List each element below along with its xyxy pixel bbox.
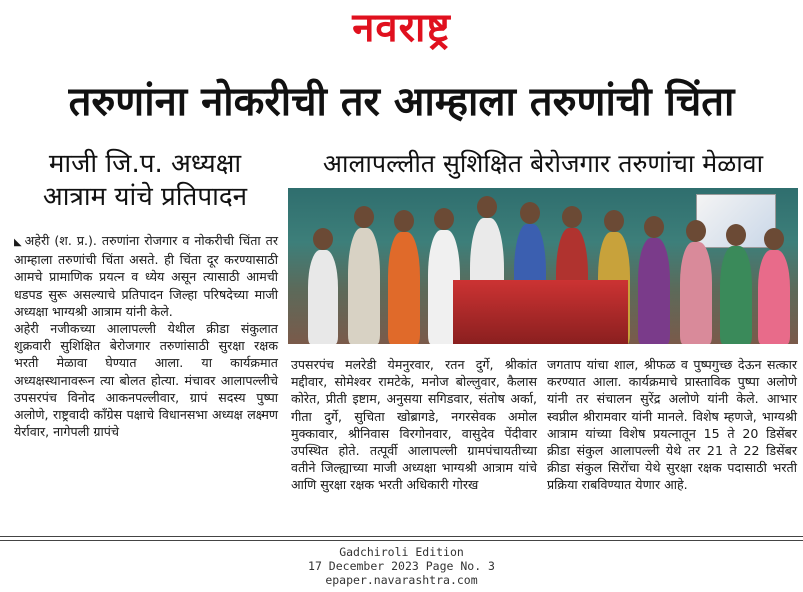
news-photo bbox=[288, 188, 798, 344]
edition-name: Gadchiroli Edition bbox=[339, 545, 464, 559]
article-column-3 bbox=[547, 356, 797, 494]
photo-person bbox=[720, 246, 752, 344]
article-paragraph: जगताप यांचा शाल, श्रीफळ व पुष्पगुच्छ देऊन सत्कार करण्यात आला. कार्यक्रमाचे प्रास्ताविक पुष्पा अलोणे यांनी तर संचालन सुरेंद्र अलोणे यांनी केले. आभार स्वप्नील श्रीरामवार यांनी मानले. विशेष म्हणजे, भाग्यश्री आत्राम यांच्या विशेष प्रयत्नातून 15 ते 20 डिसेंबर क्रीडा संकुल आलापल्ली येथे तर 21 ते 22 डिसेंबर क्रीडा संकुल सिरोंचा येथे सुरक्षा रक्षक पदासाठी भरती प्रक्रिया राबविण्यात येणार आहे. bbox=[547, 357, 797, 493]
edition-footer bbox=[0, 545, 803, 587]
epaper-url[interactable]: epaper.navarashtra.com bbox=[325, 573, 478, 587]
footer-divider bbox=[0, 540, 803, 541]
subheadline-left bbox=[14, 148, 276, 214]
subheadline-left-line2: आत्राम यांचे प्रतिपादन bbox=[42, 182, 248, 212]
photo-person bbox=[680, 242, 712, 344]
article-paragraph: ◣ अहेरी (श. प्र.). तरुणांना रोजगार व नोकरीची चिंता तर आम्हाला तरुणांची चिंता असते. ही चिंता दूर करण्यासाठी आमचे प्रामाणिक प्रयत्न व ध्येय असून त्यासाठी आमची धडपड सुरू असल्याचे प्रतिपादन जिल्हा परिषदेच्या माजी अध्यक्षा भाग्यश्री आत्राम यांनी केले. bbox=[14, 233, 278, 319]
edition-date-page: 17 December 2023 Page No. 3 bbox=[308, 559, 495, 573]
newspaper-masthead: नवराष्ट्र bbox=[352, 5, 451, 51]
article-column-2 bbox=[291, 356, 537, 494]
article-paragraph: उपसरपंच मलरेडी येमनुरवार, रतन दुर्गे, श्रीकांत मद्दीवार, सोमेश्वर रामटेके, मनोज बोल्लुवार, कैलास कोरेत, प्रीती इष्टाम, अनुसया सगिडवार, संतोष अर्का, गीता दुर्गे, सुचिता खोब्रागडे, नगरसेवक अमोल मुक्कावार, श्रीनिवास विरगोनवार, वासुदेव पेंदीवार उपस्थित होते. तत्पूर्वी आलापल्ली ग्रामपंचायतीच्या वतीने जिल्ह्याच्या माजी अध्यक्षा भाग्यश्री आत्राम यांचे आणि सुरक्षा रक्षक भरती अधिकारी गोरख bbox=[291, 357, 537, 493]
subheadline-left-line1: माजी जि.प. अध्यक्षा bbox=[48, 149, 242, 179]
subheadline-right: आलापल्लीत सुशिक्षित बेरोजगार तरुणांचा मेळावा bbox=[322, 149, 764, 178]
photo-person bbox=[388, 232, 420, 344]
article-paragraph: अहेरी नजीकच्या आलापल्ली येथील क्रीडा संकुलात शुक्रवारी सुशिक्षित बेरोजगार तरुणांसाठी सुरक्षा रक्षक भरती मेळावा घेण्यात आला. या कार्यक्रमात अध्यक्षस्थानावरून त्या बोलत होत्या. मंचावर आलापल्लीचे उपसरपंच विनोद आकनपल्लीवार, ग्रापं सदस्य पुष्पा अलोणे, राष्ट्रवादी काँग्रेस पक्षाचे विधानसभा अध्यक्ष लक्ष्मण येर्रावार, नागेपली ग्रापंचे bbox=[14, 321, 278, 440]
bullet-triangle-icon: ◣ bbox=[14, 237, 23, 248]
photo-person bbox=[758, 250, 790, 344]
footer-divider bbox=[0, 536, 803, 537]
headline: तरुणांना नोकरीची तर आम्हाला तरुणांची चिंता bbox=[68, 79, 735, 125]
article-column-1 bbox=[14, 232, 278, 440]
photo-person bbox=[638, 238, 670, 344]
photo-person bbox=[308, 250, 338, 344]
photo-person bbox=[348, 228, 380, 344]
photo-table bbox=[453, 280, 628, 344]
